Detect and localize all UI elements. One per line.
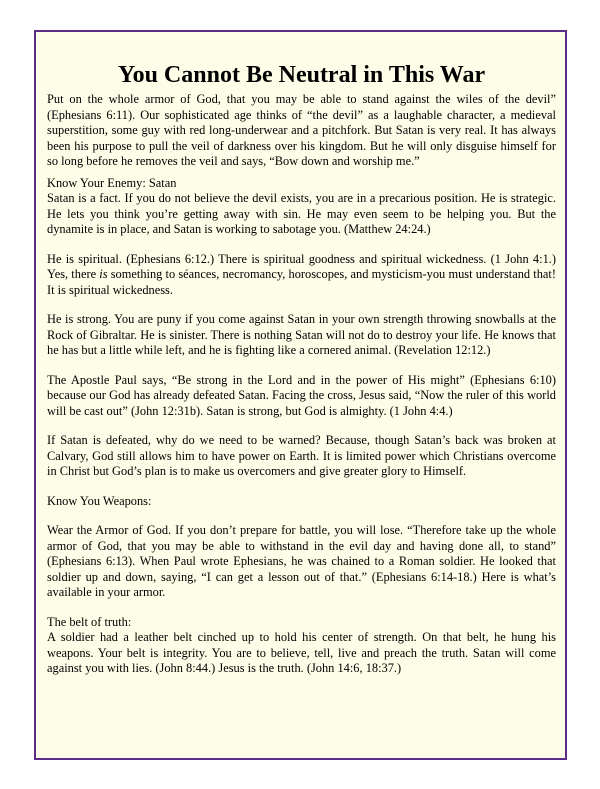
armor-paragraph: Wear the Armor of God. If you don’t prepare for battle, you will lose. “Therefore take up the whole armor of God, that you may be able to withstand in the evil day and having done all, to stand” (Ephesians 6:13). When Paul wrote Ephesians, he was chained to a Roman soldier. He looked that soldier up and down, saying, “I can get a lesson out of that.” (Ephesians 6:14-18.) Here is what’s available in your armor. <box>47 523 556 599</box>
satan-fact-paragraph: Satan is a fact. If you do not believe the devil exists, you are in a precarious position. He is strategic. He lets you think you’re getting away with sin. He may even seem to be helping you. But the dynamite is in place, and Satan is working to sabotage you. (Matthew 24:24.) <box>47 191 556 236</box>
emphasis-is: is <box>99 267 108 281</box>
intro-paragraph: Put on the whole armor of God, that you may be able to stand against the wiles of the devil” (Ephesians 6:11). Our sophisticated age thinks of “the devil” as a laughable character, a medieval superstition, some guy with red long-underwear and a pitchfork. But Satan is very real. It has always been his purpose to pull the veil of darkness over his kingdom. But he will only disguise himself for so long before he removes the veil and says, “Bow down and worship me.” <box>47 92 556 168</box>
defeated-paragraph: If Satan is defeated, why do we need to be warned? Because, though Satan’s back was broken at Calvary, God still allows him to have power on Earth. It is limited power which Christians overcome in Christ but God’s plan is to make us overcomers and give greater glory to Himself. <box>47 433 556 478</box>
belt-paragraph: A soldier had a leather belt cinched up to hold his center of strength. On that belt, he hung his weapons. Your belt is integrity. You are to believe, tell, live and preach the truth. Satan will come against you with lies. (John 8:44.) Jesus is the truth. (John 14:6, 18:37.) <box>47 630 556 675</box>
section-heading-enemy: Know Your Enemy: Satan <box>47 175 177 190</box>
spiritual-paragraph: He is spiritual. (Ephesians 6:12.) There is spiritual goodness and spiritual wickedness. (1 John 4:1.) Yes, there is something to séances, necromancy, horoscopes, and mysticism-you must understand that! It is spiritual wickedness. <box>47 251 556 297</box>
strong-paragraph: He is strong. You are puny if you come against Satan in your own strength throwing snowballs at the Rock of Gibraltar. He is sinister. There is nothing Satan will not do to destroy your life. He knows that he has but a little while left, and he is fighting like a cornered animal. (Revelation 12:12.) <box>47 312 556 357</box>
section-heading-weapons: Know You Weapons: <box>47 493 152 508</box>
article-content <box>47 62 556 687</box>
apostle-paul-paragraph: The Apostle Paul says, “Be strong in the Lord and in the power of His might” (Ephesians 6:10) because our God has already defeated Satan. Facing the cross, Jesus said, “Now the ruler of this world will be cast out” (John 12:31b). Satan is strong, but God is almighty. (1 John 4:4.) <box>47 372 556 418</box>
article-panel <box>34 30 567 760</box>
section-heading-belt: The belt of truth: <box>47 614 132 629</box>
page-title: You Cannot Be Neutral in This War <box>117 62 486 88</box>
